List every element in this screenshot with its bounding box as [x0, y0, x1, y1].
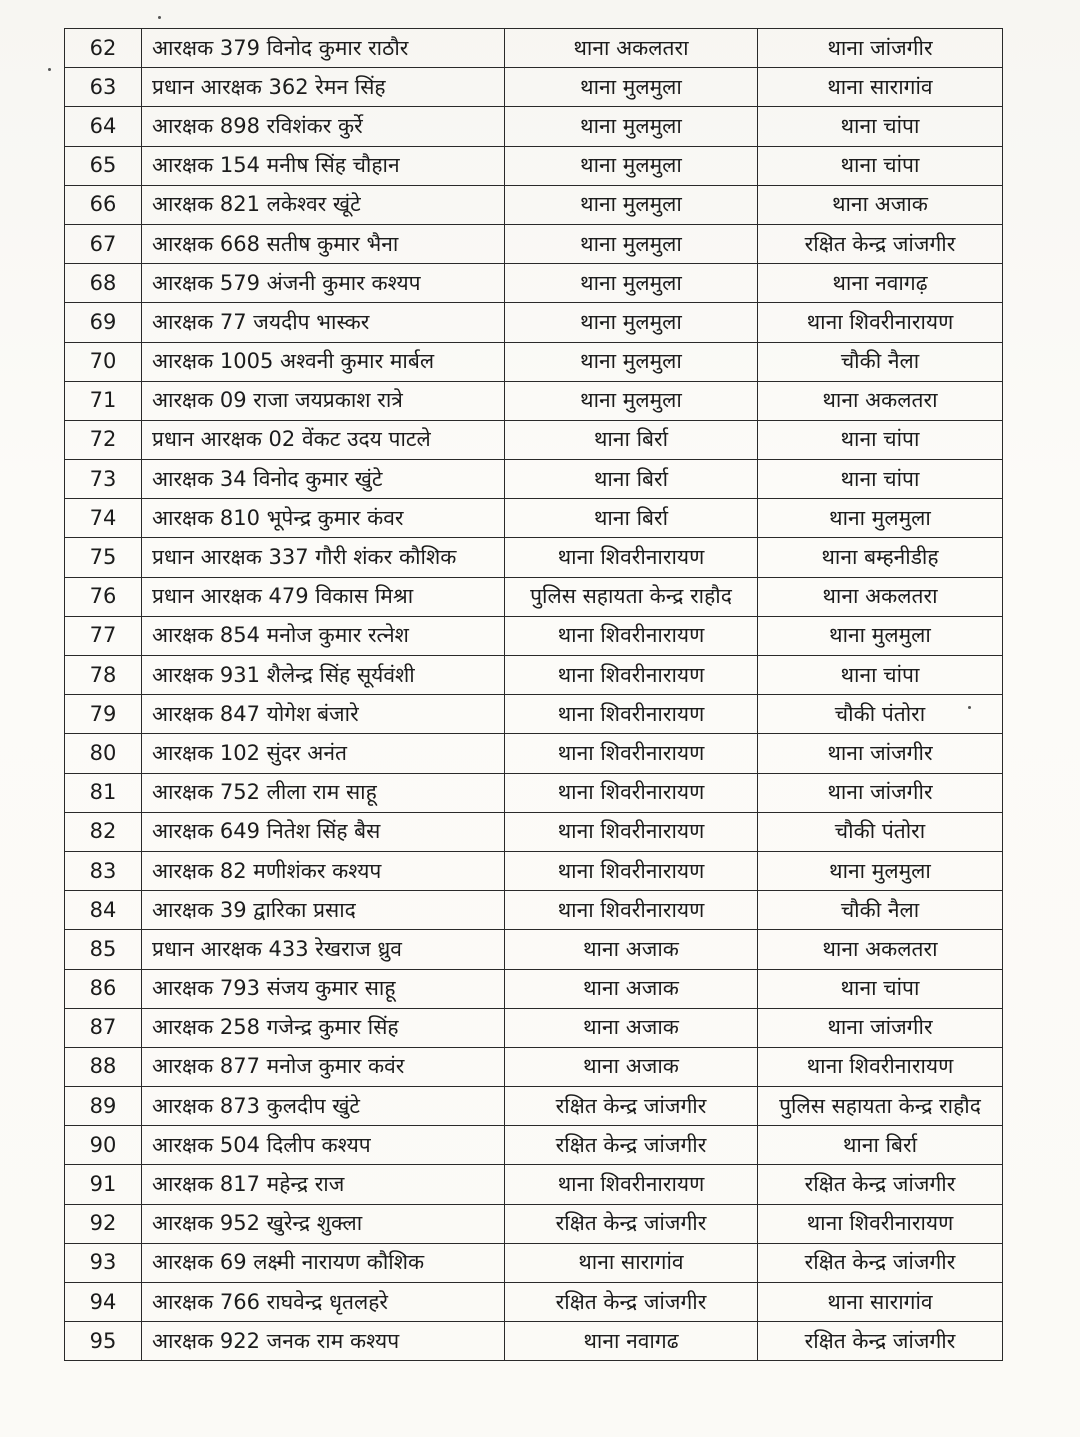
from-posting-cell: थाना मुलमुला — [505, 342, 758, 381]
serial-number-cell: 86 — [65, 969, 142, 1008]
employee-name-cell: प्रधान आरक्षक 362 रेमन सिंह — [142, 68, 505, 107]
serial-number-cell: 85 — [65, 930, 142, 969]
table-row — [65, 185, 1003, 224]
to-posting-cell: थाना जांजगीर — [758, 29, 1003, 68]
employee-name-cell: आरक्षक 931 शैलेन्द्र सिंह सूर्यवंशी — [142, 656, 505, 695]
employee-name-cell: आरक्षक 649 नितेश सिंह बैस — [142, 812, 505, 851]
table-row — [65, 303, 1003, 342]
serial-number-cell: 79 — [65, 695, 142, 734]
serial-number-cell: 88 — [65, 1047, 142, 1086]
to-posting-cell: थाना मुलमुला — [758, 616, 1003, 655]
to-posting-cell: थाना जांजगीर — [758, 773, 1003, 812]
to-posting-cell: थाना शिवरीनारायण — [758, 303, 1003, 342]
employee-name-cell: प्रधान आरक्षक 337 गौरी शंकर कौशिक — [142, 538, 505, 577]
table-row — [65, 29, 1003, 68]
from-posting-cell: थाना मुलमुला — [505, 381, 758, 420]
from-posting-cell: थाना अजाक — [505, 1047, 758, 1086]
employee-name-cell: आरक्षक 154 मनीष सिंह चौहान — [142, 146, 505, 185]
employee-name-cell: आरक्षक 34 विनोद कुमार खुंटे — [142, 460, 505, 499]
table-body — [65, 29, 1003, 1361]
from-posting-cell: रक्षित केन्द्र जांजगीर — [505, 1126, 758, 1165]
from-posting-cell: रक्षित केन्द्र जांजगीर — [505, 1283, 758, 1322]
serial-number-cell: 70 — [65, 342, 142, 381]
to-posting-cell: रक्षित केन्द्र जांजगीर — [758, 224, 1003, 263]
to-posting-cell: थाना नवागढ़ — [758, 264, 1003, 303]
serial-number-cell: 80 — [65, 734, 142, 773]
to-posting-cell: चौकी नैला — [758, 342, 1003, 381]
employee-name-cell: प्रधान आरक्षक 433 रेखराज ध्रुव — [142, 930, 505, 969]
to-posting-cell: थाना जांजगीर — [758, 1008, 1003, 1047]
from-posting-cell: थाना शिवरीनारायण — [505, 812, 758, 851]
from-posting-cell: थाना मुलमुला — [505, 224, 758, 263]
serial-number-cell: 68 — [65, 264, 142, 303]
table-row — [65, 264, 1003, 303]
serial-number-cell: 83 — [65, 851, 142, 890]
to-posting-cell: पुलिस सहायता केन्द्र राहौद — [758, 1087, 1003, 1126]
serial-number-cell: 64 — [65, 107, 142, 146]
table-row — [65, 381, 1003, 420]
serial-number-cell: 69 — [65, 303, 142, 342]
from-posting-cell: थाना सारागांव — [505, 1243, 758, 1282]
table-row — [65, 851, 1003, 890]
to-posting-cell: थाना सारागांव — [758, 68, 1003, 107]
to-posting-cell: चौकी पंतोरा — [758, 812, 1003, 851]
from-posting-cell: थाना अजाक — [505, 1008, 758, 1047]
to-posting-cell: थाना चांपा — [758, 420, 1003, 459]
employee-name-cell: आरक्षक 877 मनोज कुमार कवंर — [142, 1047, 505, 1086]
to-posting-cell: थाना मुलमुला — [758, 851, 1003, 890]
table-row — [65, 1047, 1003, 1086]
table-row — [65, 616, 1003, 655]
serial-number-cell: 94 — [65, 1283, 142, 1322]
to-posting-cell: थाना चांपा — [758, 460, 1003, 499]
from-posting-cell: पुलिस सहायता केन्द्र राहौद — [505, 577, 758, 616]
table-row — [65, 734, 1003, 773]
table-row — [65, 342, 1003, 381]
table-row — [65, 1087, 1003, 1126]
employee-name-cell: आरक्षक 898 रविशंकर कुर्रे — [142, 107, 505, 146]
from-posting-cell: थाना नवागढ — [505, 1322, 758, 1361]
employee-name-cell: आरक्षक 922 जनक राम कश्यप — [142, 1322, 505, 1361]
serial-number-cell: 82 — [65, 812, 142, 851]
serial-number-cell: 74 — [65, 499, 142, 538]
to-posting-cell: थाना चांपा — [758, 107, 1003, 146]
serial-number-cell: 84 — [65, 891, 142, 930]
serial-number-cell: 77 — [65, 616, 142, 655]
serial-number-cell: 63 — [65, 68, 142, 107]
employee-name-cell: आरक्षक 39 द्वारिका प्रसाद — [142, 891, 505, 930]
table-row — [65, 656, 1003, 695]
employee-name-cell: आरक्षक 821 लकेश्वर खूंटे — [142, 185, 505, 224]
serial-number-cell: 65 — [65, 146, 142, 185]
table-row — [65, 1126, 1003, 1165]
table-row — [65, 577, 1003, 616]
from-posting-cell: रक्षित केन्द्र जांजगीर — [505, 1087, 758, 1126]
speck-mark — [158, 16, 161, 19]
table-row — [65, 420, 1003, 459]
to-posting-cell: थाना चांपा — [758, 656, 1003, 695]
from-posting-cell: थाना मुलमुला — [505, 264, 758, 303]
employee-name-cell: आरक्षक 258 गजेन्द्र कुमार सिंह — [142, 1008, 505, 1047]
from-posting-cell: थाना बिर्रा — [505, 499, 758, 538]
table-row — [65, 773, 1003, 812]
to-posting-cell: थाना अजाक — [758, 185, 1003, 224]
table-row — [65, 146, 1003, 185]
serial-number-cell: 89 — [65, 1087, 142, 1126]
table-row — [65, 460, 1003, 499]
table-row — [65, 1243, 1003, 1282]
to-posting-cell: रक्षित केन्द्र जांजगीर — [758, 1243, 1003, 1282]
table-row — [65, 1008, 1003, 1047]
serial-number-cell: 95 — [65, 1322, 142, 1361]
employee-name-cell: आरक्षक 77 जयदीप भास्कर — [142, 303, 505, 342]
table-row — [65, 1322, 1003, 1361]
speck-mark — [48, 68, 51, 71]
serial-number-cell: 76 — [65, 577, 142, 616]
from-posting-cell: थाना मुलमुला — [505, 68, 758, 107]
serial-number-cell: 62 — [65, 29, 142, 68]
to-posting-cell: थाना शिवरीनारायण — [758, 1047, 1003, 1086]
to-posting-cell: थाना चांपा — [758, 146, 1003, 185]
from-posting-cell: थाना मुलमुला — [505, 146, 758, 185]
serial-number-cell: 81 — [65, 773, 142, 812]
employee-name-cell: आरक्षक 854 मनोज कुमार रत्नेश — [142, 616, 505, 655]
table-row — [65, 1283, 1003, 1322]
from-posting-cell: थाना बिर्रा — [505, 420, 758, 459]
transfer-list-table — [64, 28, 1003, 1361]
from-posting-cell: थाना शिवरीनारायण — [505, 773, 758, 812]
from-posting-cell: थाना अजाक — [505, 930, 758, 969]
serial-number-cell: 92 — [65, 1204, 142, 1243]
employee-name-cell: आरक्षक 873 कुलदीप खुंटे — [142, 1087, 505, 1126]
employee-name-cell: आरक्षक 766 राघवेन्द्र धृतलहरे — [142, 1283, 505, 1322]
from-posting-cell: थाना शिवरीनारायण — [505, 656, 758, 695]
serial-number-cell: 87 — [65, 1008, 142, 1047]
table-row — [65, 68, 1003, 107]
from-posting-cell: थाना शिवरीनारायण — [505, 851, 758, 890]
serial-number-cell: 66 — [65, 185, 142, 224]
from-posting-cell: थाना शिवरीनारायण — [505, 1165, 758, 1204]
to-posting-cell: थाना बम्हनीडीह — [758, 538, 1003, 577]
table-row — [65, 107, 1003, 146]
from-posting-cell: थाना मुलमुला — [505, 185, 758, 224]
from-posting-cell: थाना शिवरीनारायण — [505, 616, 758, 655]
employee-name-cell: आरक्षक 579 अंजनी कुमार कश्यप — [142, 264, 505, 303]
to-posting-cell: थाना अकलतरा — [758, 381, 1003, 420]
employee-name-cell: आरक्षक 668 सतीष कुमार भैना — [142, 224, 505, 263]
table-row — [65, 969, 1003, 1008]
table-row — [65, 499, 1003, 538]
employee-name-cell: प्रधान आरक्षक 479 विकास मिश्रा — [142, 577, 505, 616]
from-posting-cell: थाना मुलमुला — [505, 107, 758, 146]
serial-number-cell: 78 — [65, 656, 142, 695]
employee-name-cell: आरक्षक 69 लक्ष्मी नारायण कौशिक — [142, 1243, 505, 1282]
employee-name-cell: आरक्षक 752 लीला राम साहू — [142, 773, 505, 812]
employee-name-cell: आरक्षक 1005 अश्वनी कुमार मार्बल — [142, 342, 505, 381]
from-posting-cell: थाना बिर्रा — [505, 460, 758, 499]
to-posting-cell: थाना अकलतरा — [758, 930, 1003, 969]
to-posting-cell: थाना चांपा — [758, 969, 1003, 1008]
to-posting-cell: चौकी पंतोरा — [758, 695, 1003, 734]
table-row — [65, 695, 1003, 734]
employee-name-cell: आरक्षक 504 दिलीप कश्यप — [142, 1126, 505, 1165]
employee-name-cell: आरक्षक 952 खुरेन्द्र शुक्ला — [142, 1204, 505, 1243]
serial-number-cell: 72 — [65, 420, 142, 459]
employee-name-cell: आरक्षक 09 राजा जयप्रकाश रात्रे — [142, 381, 505, 420]
employee-name-cell: आरक्षक 379 विनोद कुमार राठौर — [142, 29, 505, 68]
from-posting-cell: थाना शिवरीनारायण — [505, 891, 758, 930]
serial-number-cell: 93 — [65, 1243, 142, 1282]
employee-name-cell: प्रधान आरक्षक 02 वेंकट उदय पाटले — [142, 420, 505, 459]
to-posting-cell: थाना मुलमुला — [758, 499, 1003, 538]
table-row — [65, 1165, 1003, 1204]
serial-number-cell: 75 — [65, 538, 142, 577]
employee-name-cell: आरक्षक 793 संजय कुमार साहू — [142, 969, 505, 1008]
serial-number-cell: 91 — [65, 1165, 142, 1204]
employee-name-cell: आरक्षक 810 भूपेन्द्र कुमार कंवर — [142, 499, 505, 538]
to-posting-cell: थाना अकलतरा — [758, 577, 1003, 616]
to-posting-cell: थाना बिर्रा — [758, 1126, 1003, 1165]
table-row — [65, 224, 1003, 263]
serial-number-cell: 90 — [65, 1126, 142, 1165]
to-posting-cell: रक्षित केन्द्र जांजगीर — [758, 1165, 1003, 1204]
from-posting-cell: थाना शिवरीनारायण — [505, 734, 758, 773]
to-posting-cell: चौकी नैला — [758, 891, 1003, 930]
table-row — [65, 812, 1003, 851]
employee-name-cell: आरक्षक 817 महेन्द्र राज — [142, 1165, 505, 1204]
employee-name-cell: आरक्षक 102 सुंदर अनंत — [142, 734, 505, 773]
serial-number-cell: 67 — [65, 224, 142, 263]
employee-name-cell: आरक्षक 82 मणीशंकर कश्यप — [142, 851, 505, 890]
from-posting-cell: रक्षित केन्द्र जांजगीर — [505, 1204, 758, 1243]
to-posting-cell: थाना शिवरीनारायण — [758, 1204, 1003, 1243]
to-posting-cell: थाना सारागांव — [758, 1283, 1003, 1322]
serial-number-cell: 71 — [65, 381, 142, 420]
from-posting-cell: थाना अजाक — [505, 969, 758, 1008]
employee-name-cell: आरक्षक 847 योगेश बंजारे — [142, 695, 505, 734]
table-row — [65, 1204, 1003, 1243]
from-posting-cell: थाना अकलतरा — [505, 29, 758, 68]
from-posting-cell: थाना शिवरीनारायण — [505, 538, 758, 577]
from-posting-cell: थाना मुलमुला — [505, 303, 758, 342]
from-posting-cell: थाना शिवरीनारायण — [505, 695, 758, 734]
serial-number-cell: 73 — [65, 460, 142, 499]
to-posting-cell: रक्षित केन्द्र जांजगीर — [758, 1322, 1003, 1361]
to-posting-cell: थाना जांजगीर — [758, 734, 1003, 773]
table-row — [65, 930, 1003, 969]
table-row — [65, 538, 1003, 577]
table-row — [65, 891, 1003, 930]
